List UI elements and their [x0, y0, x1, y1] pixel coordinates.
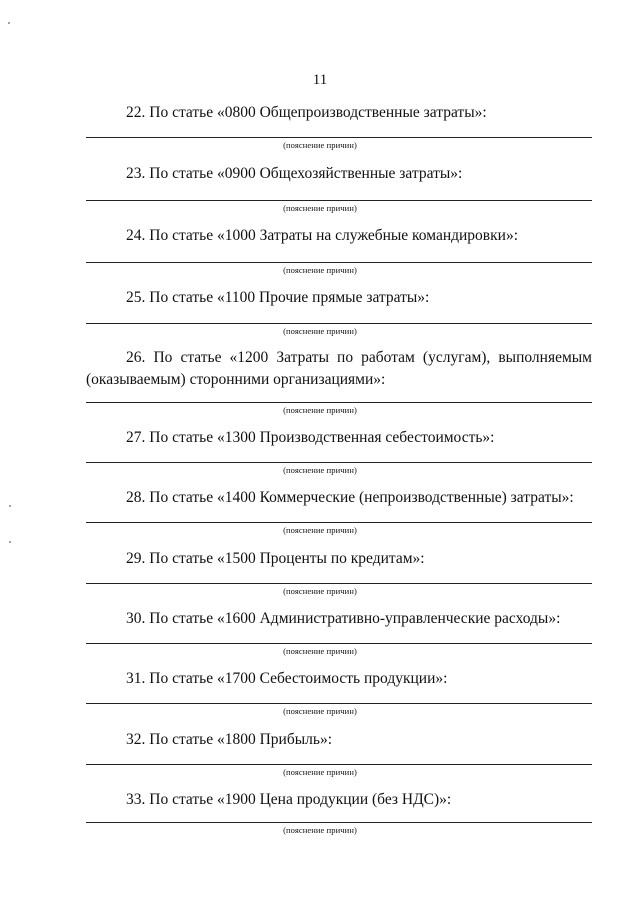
item-27-caption: (пояснение причин)	[283, 465, 357, 475]
item-32-text: 32. По статье «1800 Прибыль»:	[126, 731, 333, 748]
item-33-blank-line[interactable]	[86, 822, 592, 823]
item-23-text: 23. По статье «0900 Общехозяйственные затраты»:	[126, 165, 463, 182]
item-26-text: 26. По статье «1200 Затраты по работам (услугам), выполняемым (оказываемым) сторонними организациями»:	[86, 349, 592, 388]
item-24-caption: (пояснение причин)	[283, 265, 357, 275]
item-33-text: 33. По статье «1900 Цена продукции (без НДС)»:	[126, 791, 452, 808]
item-28-text: 28. По статье «1400 Коммерческие (непроизводственные) затраты»:	[126, 489, 574, 506]
item-30-text: 30. По статье «1600 Административно-управленческие расходы»:	[126, 610, 561, 627]
item-33-caption: (пояснение причин)	[283, 825, 357, 835]
item-25-caption: (пояснение причин)	[283, 326, 357, 336]
item-23-caption: (пояснение причин)	[283, 203, 357, 213]
item-29-text: 29. По статье «1500 Проценты по кредитам»:	[126, 550, 425, 567]
scan-speck	[9, 541, 11, 543]
item-28-blank-line[interactable]	[86, 522, 592, 523]
item-24-text: 24. По статье «1000 Затраты на служебные командировки»:	[126, 227, 519, 244]
item-22-blank-line[interactable]	[86, 137, 592, 138]
item-30-blank-line[interactable]	[86, 643, 592, 644]
item-29-caption: (пояснение причин)	[283, 586, 357, 596]
item-24-blank-line[interactable]	[86, 262, 592, 263]
item-29-blank-line[interactable]	[86, 583, 592, 584]
item-31-blank-line[interactable]	[86, 703, 592, 704]
item-25-text: 25. По статье «1100 Прочие прямые затраты»:	[126, 289, 430, 306]
page-number: 11	[312, 72, 328, 88]
item-32-caption: (пояснение причин)	[283, 767, 357, 777]
item-31-text: 31. По статье «1700 Себестоимость продукции»:	[126, 670, 448, 687]
item-28-caption: (пояснение причин)	[283, 525, 357, 535]
item-27-blank-line[interactable]	[86, 462, 592, 463]
scan-speck	[9, 505, 11, 507]
item-31-caption: (пояснение причин)	[283, 706, 357, 716]
item-23-blank-line[interactable]	[86, 200, 592, 201]
item-22-text: 22. По статье «0800 Общепроизводственные затраты»:	[126, 104, 487, 121]
item-30-caption: (пояснение причин)	[283, 646, 357, 656]
item-25-blank-line[interactable]	[86, 323, 592, 324]
item-27-text: 27. По статье «1300 Производственная себестоимость»:	[126, 429, 495, 446]
item-22-caption: (пояснение причин)	[283, 140, 357, 150]
item-26-blank-line[interactable]	[86, 402, 592, 403]
item-32-blank-line[interactable]	[86, 764, 592, 765]
scan-speck	[8, 22, 10, 24]
item-26-caption: (пояснение причин)	[283, 405, 357, 415]
